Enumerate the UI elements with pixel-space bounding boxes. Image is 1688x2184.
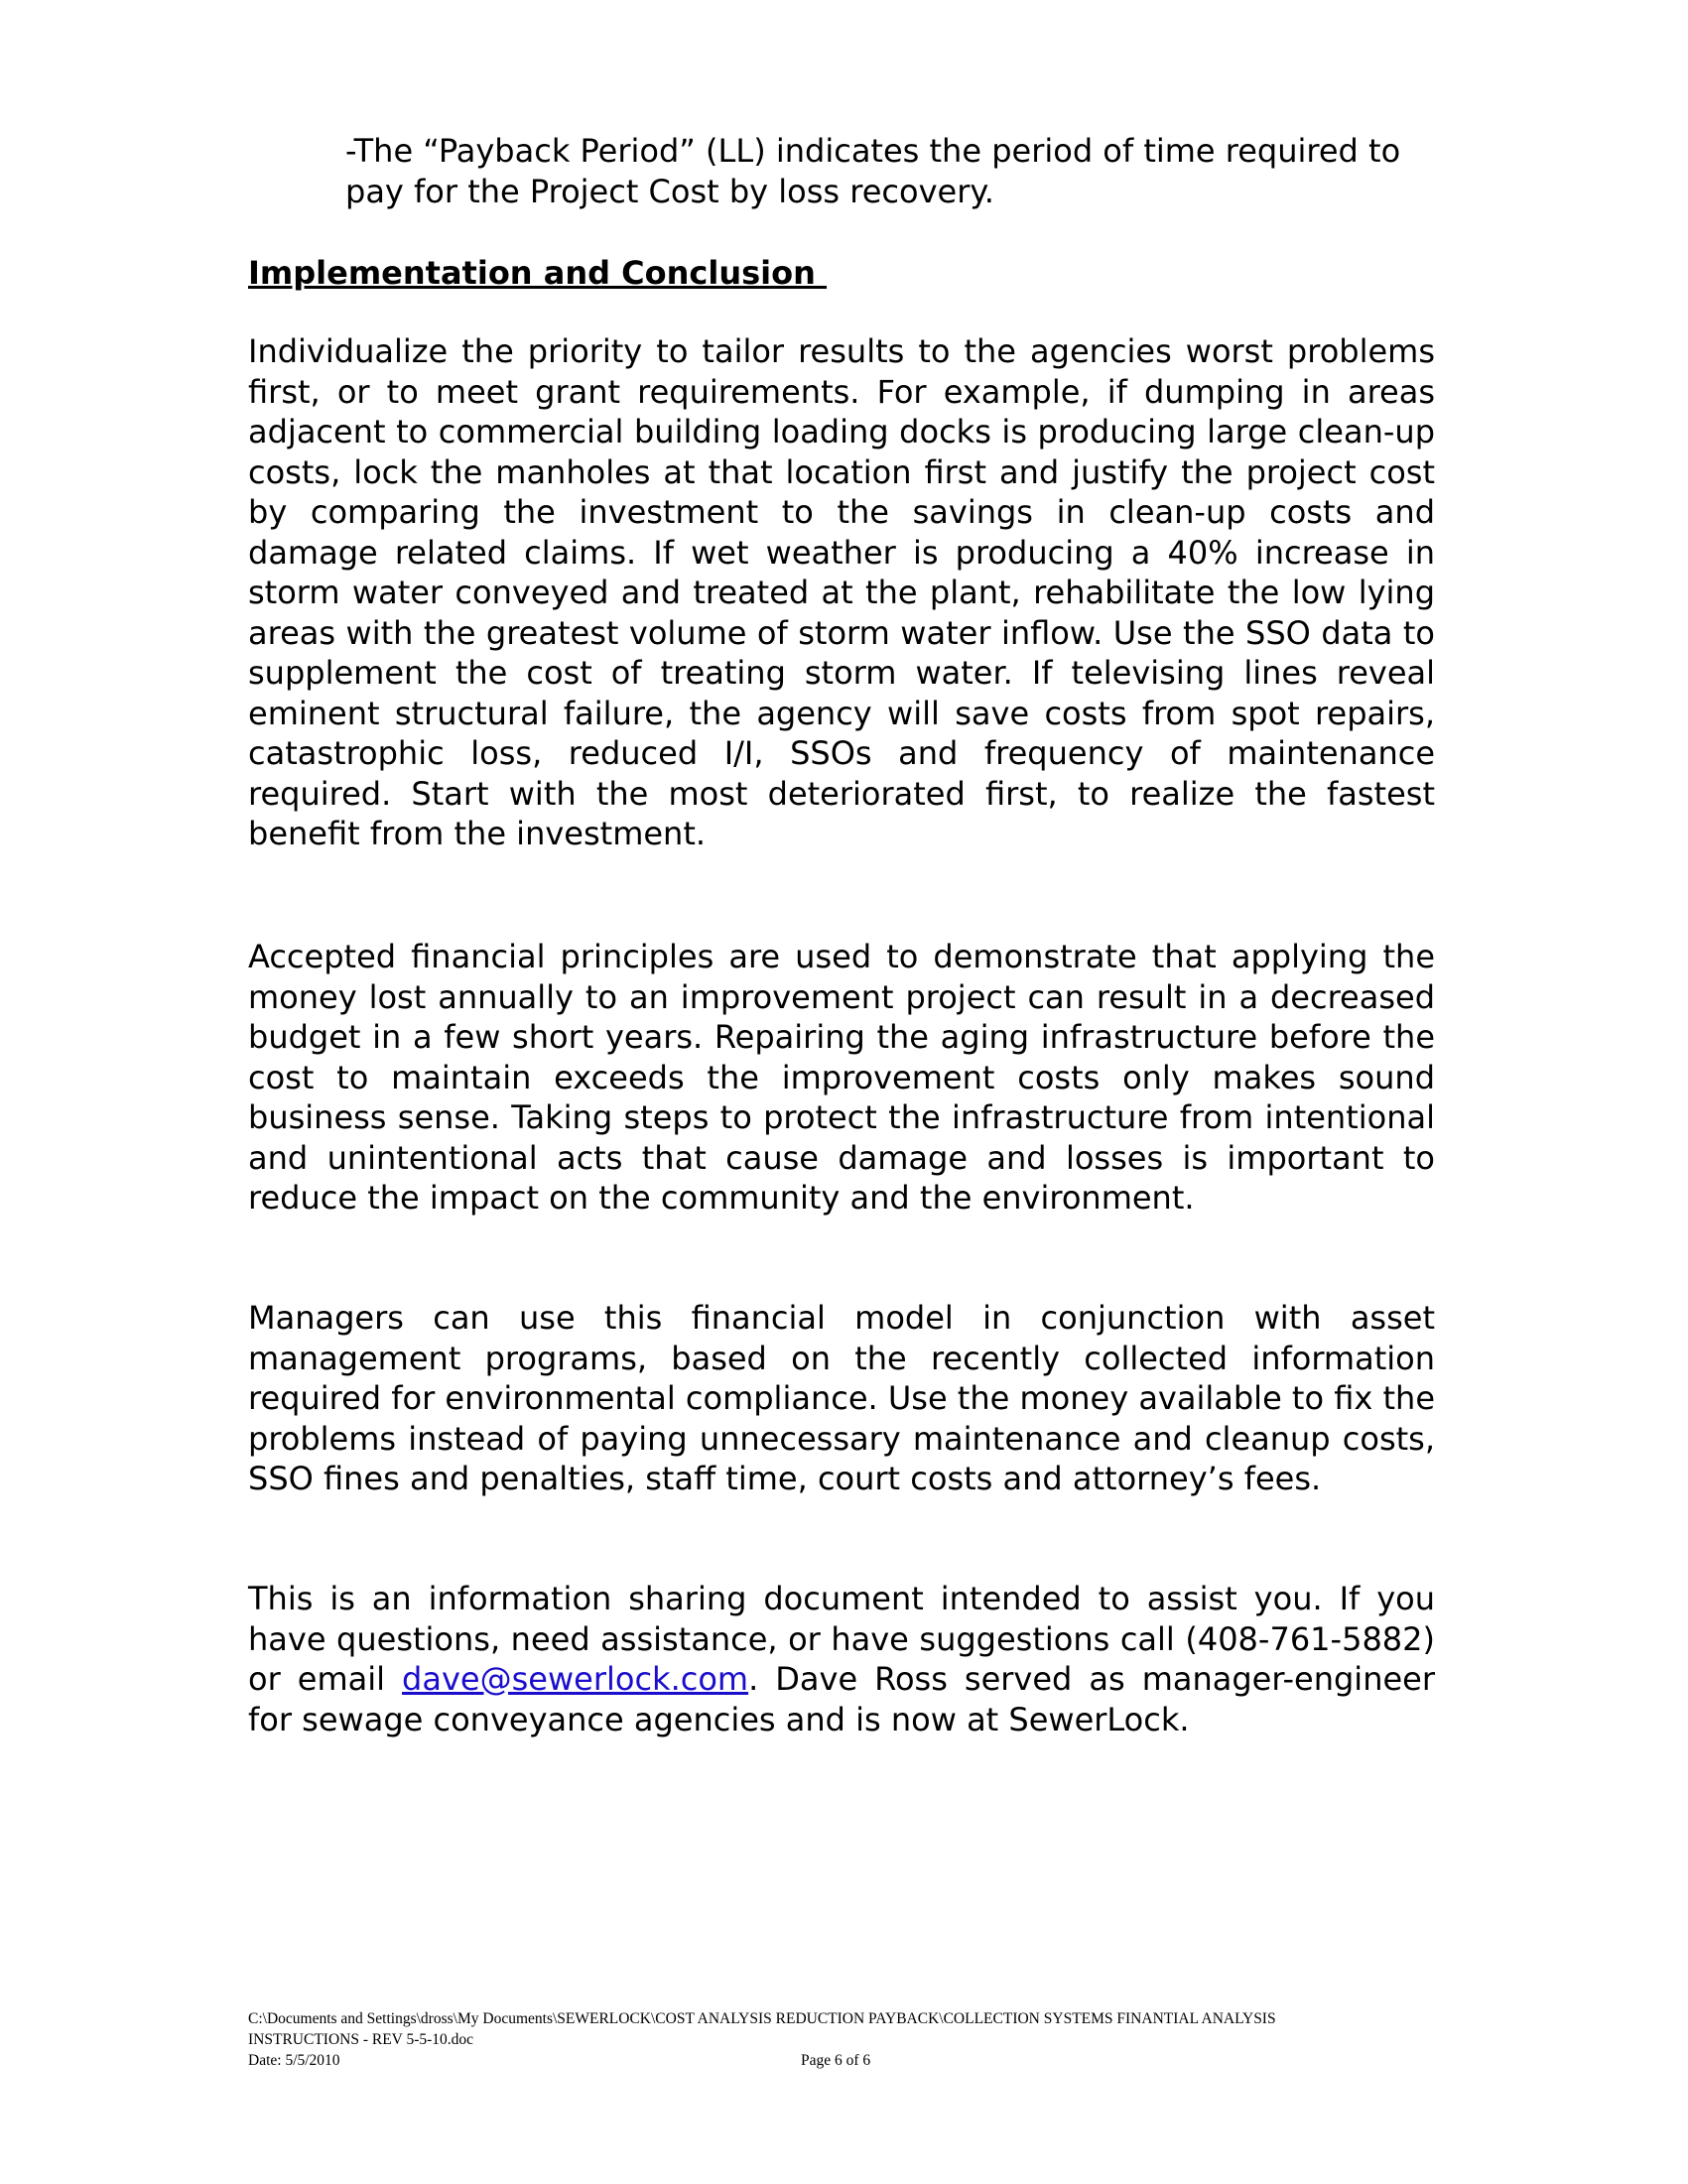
footer-page-number: Page 6 of 6 bbox=[801, 2052, 871, 2069]
email-link[interactable]: dave@sewerlock.com bbox=[402, 1660, 749, 1698]
contact-text-before: This is an information sharing document intended to assist you. If you have questions, need assistance, or have suggestions call (408-761-5882) or email bbox=[248, 1580, 1435, 1698]
paragraph-priority: Individualize the priority to tailor results to the agencies worst problems first, or to meet grant requirements. For example, if dumping in areas adjacent to commercial building loading docks is producing large clean-up costs, lock the manholes at that location first and justify the project cost by comparing the investment to the savings in clean-up costs and damage related claims. If wet weather is producing a 40% increase in storm water conveyed and treated at the plant, rehabilitate the low lying areas with the greatest volume of storm water inflow. Use the SSO data to supplement the cost of treating storm water. If televising lines reveal eminent structural failure, the agency will save costs from spot repairs, catastrophic loss, reduced I/I, SSOs and frequency of maintenance required. Start with the most deteriorated first, to realize the fastest benefit from the investment. bbox=[248, 332, 1435, 852]
footer-date: Date: 5/5/2010 bbox=[248, 2052, 340, 2069]
payback-period-note: -The “Payback Period” (LL) indicates the period of time required to pay for the Project Cost by loss recovery. bbox=[345, 132, 1401, 210]
paragraph-managers: Managers can use this financial model in conjunction with asset management programs, based on the recently collected information required for environmental compliance. Use the money available to fix the problems instead of paying unnecessary maintenance and cleanup costs, SSO fines and penalties, staff time, court costs and attorney’s fees. bbox=[248, 1299, 1435, 1497]
contact-text-after: . Dave Ross served as manager-engineer for sewage conveyance agencies and is now at SewerLock. bbox=[248, 1660, 1436, 1738]
footer-file-path: C:\Documents and Settings\dross\My Documents\SEWERLOCK\COST ANALYSIS REDUCTION PAYBACK\COLLECTION SYSTEMS FINANTIAL ANALYSIS INSTRUCTIONS - REV 5-5-10.doc bbox=[248, 2010, 1276, 2048]
paragraph-financial-principles: Accepted financial principles are used to demonstrate that applying the money lost annually to an improvement project can result in a decreased budget in a few short years. Repairing the aging infrastructure before the cost to maintain exceeds the improvement costs only makes sound business sense. Taking steps to protect the infrastructure from intentional and unintentional acts that cause damage and losses is important to reduce the impact on the community and the environment. bbox=[248, 938, 1435, 1217]
paragraph-contact bbox=[248, 1579, 1435, 1739]
section-heading: Implementation and Conclusion bbox=[248, 254, 828, 292]
